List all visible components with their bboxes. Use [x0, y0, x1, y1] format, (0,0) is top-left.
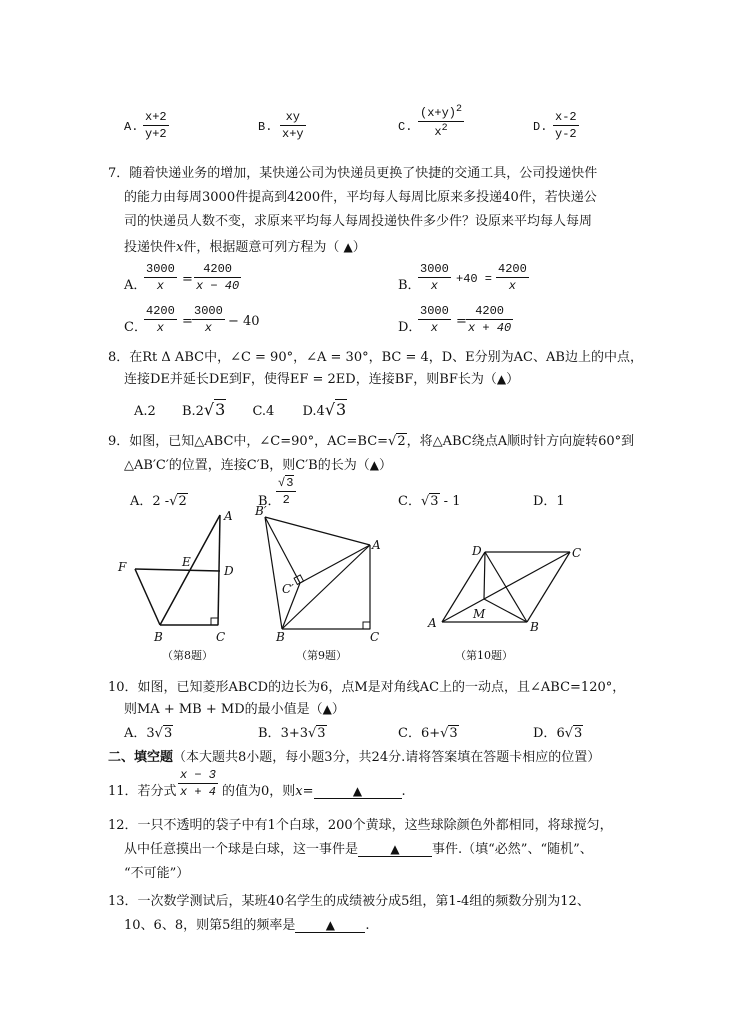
q12-line-1: 12．一只不透明的袋子中有1个白球，200个黄球，这些球除颜色外都相同，将球搅匀，: [108, 818, 613, 833]
q7-option-a-label: A．: [124, 278, 147, 293]
fig9-label-a: A: [372, 538, 381, 552]
q6-option-c-label: C.: [398, 120, 413, 134]
q7-c-right-frac: $\frac{3000}{x}$: [194, 304, 223, 335]
figure-8: [117, 509, 234, 662]
figure-9: [254, 505, 381, 662]
q7-line-4: 投递快件x件，根据题意可列方程为（ ▲）: [124, 240, 366, 255]
fig8-label-c: C: [216, 630, 226, 644]
q8-option-a: A.2: [134, 404, 156, 419]
q13-line-2: 10、6、8，则第5组的频率是 ▲ .: [124, 918, 370, 933]
fig9-label-c: C: [370, 630, 380, 644]
q9-line-1: 9．如图，已知△ABC中，∠C=90°，AC=BC=√2，将△ABC绕点A顺时针方向旋转60°到: [108, 434, 635, 449]
fig9-label-b: B: [276, 630, 285, 644]
section-2-title: 二、填空题: [108, 750, 174, 765]
q6-option-a-fraction: $\frac{x+2}{y+2}$: [145, 110, 167, 141]
fig9-label-b-prime: B′: [255, 505, 267, 518]
q11-fraction: $\frac{x - 3}{x + 4}$: [180, 768, 217, 799]
fig10-caption: （第10题）: [455, 649, 513, 662]
fig8-label-f: F: [118, 560, 127, 574]
q7-b-plus: +40 =: [456, 272, 493, 286]
q7-c-minus: − 40: [228, 314, 260, 329]
q6-option-d-label: D.: [533, 120, 548, 134]
fig8-label-e: E: [182, 555, 191, 569]
figures-panel: [100, 505, 640, 665]
q7-c-left-frac: $\frac{4200}{x}$: [146, 304, 175, 335]
q11-prefix: 11．若分式: [108, 784, 177, 799]
fig10-label-c: C: [572, 546, 582, 560]
q8-line-1: 8．在Rt Δ ABC中，∠C = 90°，∠A = 30°，BC = 4，D、E分别为AC、AB边上的中点，: [108, 350, 643, 365]
q6-option-b-fraction: $\frac{xy}{x+y}$: [282, 110, 304, 141]
q8-option-d: D.4√3: [302, 400, 347, 419]
q7-a-left-frac: $\frac{3000}{x}$: [146, 262, 175, 293]
q9-option-b-fraction: $\frac{√3}{2}$: [276, 476, 296, 507]
q6-option-c-fraction: $\frac{(x+y)^2}{x^2}$: [420, 104, 463, 139]
q10-option-b: B．3+3√3: [258, 726, 326, 741]
q10-option-a: A．3√3: [124, 726, 173, 741]
q12-answer-blank: ▲: [358, 842, 432, 857]
q10-option-d: D．6√3: [533, 726, 583, 741]
q7-option-c-label: C．: [124, 320, 147, 335]
fig10-label-a: A: [428, 616, 437, 630]
section-2-heading: [108, 746, 600, 765]
q6-option-d-fraction: $\frac{x-2}{y-2}$: [555, 110, 577, 141]
fig8-label-b: B: [154, 630, 163, 644]
q9-option-d: D．1: [533, 494, 565, 509]
q7-b-right-frac: $\frac{4200}{x}$: [498, 262, 527, 293]
q10-line-1: 10．如图，已知菱形ABCD的边长为6，点M是对角线AC上的一动点，且∠ABC=120°，: [108, 680, 626, 695]
q10-line-2: 则MA + MB + MD的最小值是（▲）: [124, 702, 345, 717]
q8-option-b: B.2√3: [181, 400, 226, 419]
q13-answer-blank: ▲: [295, 918, 365, 933]
q7-option-d-label: D．: [398, 320, 422, 335]
q8-option-c: C.4: [252, 404, 275, 419]
fig8-label-d: D: [224, 564, 234, 578]
q7-option-b-label: B．: [398, 278, 421, 293]
fig8-label-a: A: [224, 509, 233, 523]
q9-line-2: △AB′C′的位置，连接C′B，则C′B的长为（▲）: [124, 458, 392, 473]
q9-option-a: A．2 -√2: [130, 494, 187, 509]
q13-line-1: 13．一次数学测试后，某班40名学生的成绩被分成5组，第1-4组的频数分别为12、: [108, 894, 590, 909]
q12-line-3: “不可能”）: [124, 866, 190, 881]
q7-line-2: 的能力由每周3000件提高到4200件，平均每人每周比原来多投递40件，若快递公: [124, 190, 597, 205]
fig8-caption: （第8题）: [162, 649, 213, 662]
q6-option-a-label: A.: [124, 120, 139, 134]
q11-suffix: 的值为0，则x= ▲ .: [222, 784, 406, 799]
fig10-label-d: D: [472, 544, 482, 558]
q8-line-2: 连接DE并延长DE到F，使得EF = 2ED，连接BF，则BF长为（▲）: [124, 372, 520, 387]
section-2-description: （本大题共8小题，每小题3分，共24分.请将答案填在答题卡相应的位置）: [173, 750, 601, 765]
q7-b-left-frac: $\frac{3000}{x}$: [420, 262, 449, 293]
q12-line-2: 从中任意摸出一个球是白球，这一事件是 ▲ 事件.（填“必然”、“随机”、: [124, 842, 593, 857]
q7-d-eq: =: [456, 314, 467, 329]
q9-option-b-label: B．: [258, 494, 281, 509]
fig9-label-c-prime: C′: [282, 582, 294, 596]
fig10-label-m: M: [473, 607, 486, 621]
q9-option-c: C．√3 - 1: [398, 494, 461, 509]
q7-a-eq: =: [182, 272, 193, 287]
q6-option-b-label: B.: [258, 120, 273, 134]
q7-c-eq: =: [182, 314, 193, 329]
q7-d-right-frac: $\frac{4200}{x + 40}$: [468, 304, 512, 335]
q7-d-left-frac: $\frac{3000}{x}$: [420, 304, 449, 335]
q7-line-1: 7．随着快递业务的增加，某快递公司为快递员更换了快捷的交通工具，公司投递快件: [108, 166, 598, 181]
fig10-label-b: B: [530, 620, 539, 634]
q7-line-3: 司的快递员人数不变，求原来平均每人每周投递快件多少件？设原来平均每人每周: [124, 214, 593, 229]
fig9-caption: （第9题）: [296, 649, 347, 662]
q8-options: [134, 400, 347, 419]
q10-option-c: C．6+√3: [398, 726, 458, 741]
q7-a-right-frac: $\frac{4200}{x - 40}$: [196, 262, 240, 293]
figure-10: [427, 544, 581, 662]
q11-answer-blank: ▲: [314, 784, 402, 799]
